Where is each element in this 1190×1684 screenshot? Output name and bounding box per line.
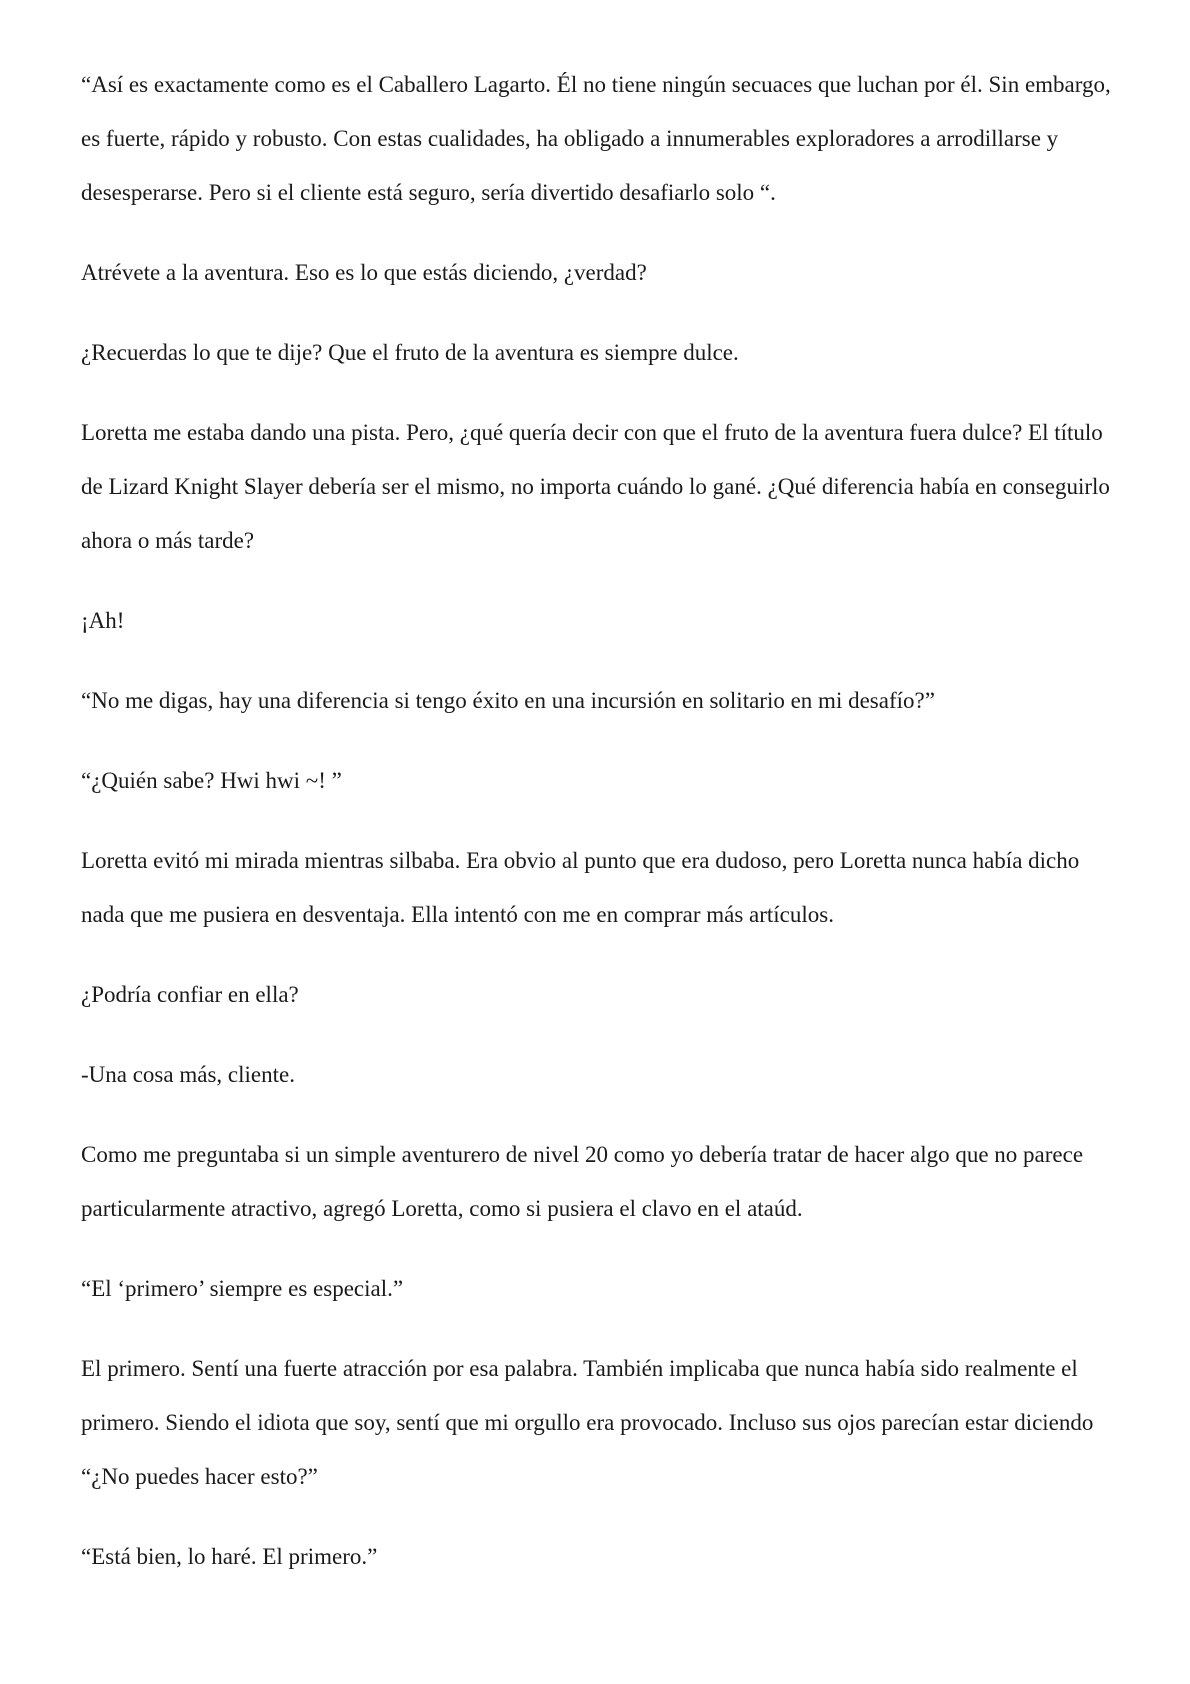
paragraph: “¿Quién sabe? Hwi hwi ~! ” (81, 768, 342, 793)
paragraph: Loretta evitó mi mirada mientras silbaba. Era obvio al punto que era dudoso, pero Loretta nunca había dicho nada que me pusiera en desventaja. Ella intentó con me en comprar más artículos. (81, 848, 1080, 927)
paragraph: El primero. Sentí una fuerte atracción por esa palabra. También implicaba que nunca había sido realmente el primero. Siendo el idiota que soy, sentí que mi orgullo era provocado. Incluso sus ojos parecían estar diciendo “¿No puedes hacer esto?” (81, 1356, 1094, 1489)
paragraph: ¿Recuerdas lo que te dije? Que el fruto de la aventura es siempre dulce. (81, 340, 739, 365)
paragraph: ¿Podría confiar en ella? (81, 982, 299, 1007)
paragraph: Como me preguntaba si un simple aventurero de nivel 20 como yo debería tratar de hacer algo que no parece particularmente atractivo, agregó Loretta, como si pusiera el clavo en el ataúd. (81, 1142, 1084, 1221)
paragraph: -Una cosa más, cliente. (81, 1062, 295, 1087)
paragraph: Atrévete a la aventura. Eso es lo que estás diciendo, ¿verdad? (81, 260, 647, 285)
paragraph: “El ‘primero’ siempre es especial.” (81, 1276, 404, 1301)
paragraph: “No me digas, hay una diferencia si tengo éxito en una incursión en solitario en mi desafío?” (81, 688, 935, 713)
paragraph: “Está bien, lo haré. El primero.” (81, 1544, 378, 1569)
document-page (81, 58, 1121, 1610)
paragraph: “Así es exactamente como es el Caballero Lagarto. Él no tiene ningún secuaces que luchan por él. Sin embargo, es fuerte, rápido y robusto. Con estas cualidades, ha obligado a innumerables exploradores a arrodillarse y desesperarse. Pero si el cliente está seguro, sería divertido desafiarlo solo “. (81, 72, 1111, 205)
paragraph: ¡Ah! (81, 608, 125, 633)
paragraph: Loretta me estaba dando una pista. Pero, ¿qué quería decir con que el fruto de la aventura fuera dulce? El título de Lizard Knight Slayer debería ser el mismo, no importa cuándo lo gané. ¿Qué diferencia había en conseguirlo ahora o más tarde? (81, 420, 1110, 553)
